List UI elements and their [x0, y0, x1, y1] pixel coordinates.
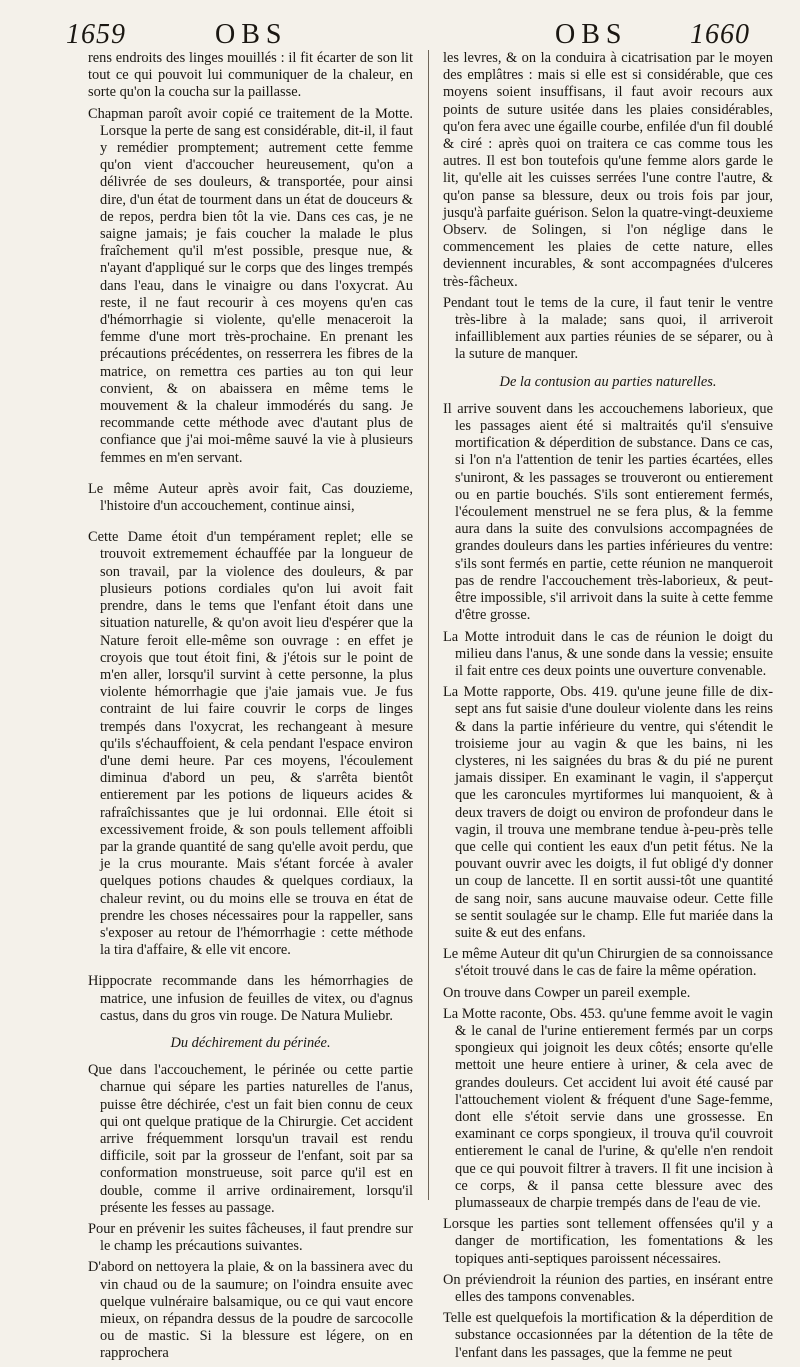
paragraph: D'abord on nettoyera la plaie, & on la bassinera avec du vin chaud ou de la saumure; on l'oindra ensuite avec quelque vulnéraire balsamique, ou ce qui vaut encore mieux, on répandra dessus de la poudre de sarcocolle ou de mastic. Si la blessure est légere, on en rapprochera — [88, 1259, 413, 1362]
paragraph: Le même Auteur dit qu'un Chirurgien de sa connoissance s'étoit trouvé dans le cas de faire la même opération. — [443, 946, 773, 980]
paragraph: Lorsque les parties sont tellement offensées qu'il y a danger de mortification, les fomentations & les topiques anti-septiques paroissent nécessaires. — [443, 1216, 773, 1267]
section-heading: Du déchirement du périnée. — [170, 1034, 331, 1051]
paragraph: La Motte rapporte, Obs. 419. qu'une jeune fille de dix-sept ans fut saisie d'une douleur violente dans les reins & dans la partie inférieure du ventre, qui s'étendit le troisieme jour au vagin & que les bains, ni les clysteres, ni les saignées du bras & du pié ne purent jamais dissiper. En examinant le vagin, il s'apperçut que les caroncules myrtiformes lui manquoient, & à deux travers de doigt ou environ de profondeur dans le vagin, il trouva une membrane tendue à-peu-près telle que celle qui contient les eaux d'un petit fétus. Ne la pouvant ouvrir avec les doigts, il fut obligé d'y donner un coup de lancette. Il en sortit aussi-tôt une quantité de sang noir, sans aucune mauvaise odeur. Cette fille se sentit soulagée sur le champ. Elle fut mariée dans la suite & eut des enfans. — [443, 684, 773, 941]
left-running-head: OBS — [215, 19, 288, 50]
paragraph: les levres, & on la conduira à cicatrisation par le moyen des emplâtres : mais si elle est si considérable, que ces moyens soient insuffisans, il faut avoir recours aux points de suture usitée dans les plaies considérables, qu'on fera avec une égaille courbe, enfilée d'un fil doublé & ciré : après quoi on traitera ce cas comme tous les autres. Il est bon toutefois qu'une femme alors garde le lit, qu'elle ait les cuisses serrées l'une contre l'autre, & qu'on panse sa blessure, deux ou trois fois par jour, jusqu'à parfaite guérison. Selon la quatre-vingt-deuxieme Observ. de Solingen, si l'on néglige dans le commencement les plaies de cette nature, elles deviennent incurables, & sont accompagnées d'ulceres très-fâcheux. — [443, 50, 773, 290]
left-column — [88, 50, 413, 1367]
paragraph: Cette Dame étoit d'un tempérament replet; elle se trouvoit extremement échauffée par la longueur de son travail, par la violence des douleurs, & par plusieurs potions cordiales qu'on lui avoit fait prendre, dans le tems que l'enfant étoit dans une situation naturelle, & qu'on avoit lieu d'espérer que la Nature feroit elle-même son ouvrage : en effet je croyois que tout étoit fini, & j'étois sur le point de m'en aller, lorsqu'il survint à cette personne, la plus violente hémorrhagie que j'aie jamais vue. Je fus contraint de lui faire couvrir le corps de linges trempés dans l'oxycrat, les rechangeant à mesure qu'ils s'échauffoient, & cela pendant l'espace environ d'une demi heure. Par ces moyens, l'écoulement diminua d'abord un peu, & s'arrêta bientôt entierement par les potions de liqueurs acides & rafraîchissantes que je lui ordonnai. Elle étoit si excessivement froide, & son pouls tellement affoibli par la grande quantité de sang qu'elle avoit perdu, que je la crus mourante. Mais s'étant forcée à avaler quelques potions chaudes & quelques cordiaux, la chaleur revint, ou du moins elle se trouva en état de prendre les choses nécessaires pour la rappeller, sans s'exposer au retour de l'hémorrhagie : cette méthode la tira d'affaire, & elle vit encore. — [88, 529, 413, 959]
left-page-number: 1659 — [66, 19, 126, 50]
paragraph: Hippocrate recommande dans les hémorrhagies de matrice, une infusion de feuilles de vitex, ou d'agnus castus, dans du gros vin rouge. De Natura Muliebr. — [88, 973, 413, 1024]
paragraph: Pendant tout le tems de la cure, il faut tenir le ventre très-libre à la malade; sans quoi, il arriveroit infailliblement aux parties réunies de se séparer, ou à la suture de manquer. — [443, 294, 773, 363]
paragraph: Que dans l'accouchement, le périnée ou cette partie charnue qui sépare les parties naturelles de l'anus, puisse être déchirée, c'est un fait bien connu de ceux qui ont quelque pratique de la Chirurgie. Cet accident arrive fréquemment lorsqu'un travail est rendu difficile, soit par la grosseur de l'enfant, soit par sa conformation monstrueuse, soit parce qu'il est en double, comme il arrive ordinairement, lorsqu'il présente les fesses au passage. — [88, 1062, 413, 1216]
paragraph: Chapman paroît avoir copié ce traitement de la Motte. Lorsque la perte de sang est considérable, dit-il, il faut y remédier promptement; autrement cette femme qu'on vient d'accoucher heureusement, qu'on a délivrée de ses douleurs, & transportée, pour ainsi dire, d'un état de tourment dans un état de douceurs & de repos, perdra bien tôt la vie. Dans ces cas, je ne saigne jamais; je fais coucher la malade le plus fraîchement qu'il m'est possible, presque nue, & n'ayant d'appliqué sur le corps que des linges trempés dans l'eau, dans le vinaigre ou dans l'oxycrat. Au reste, il ne faut recourir à ces moyens qu'en cas d'hémorrhagie si violente, qu'elle menaceroit la femme d'une mort très-prochaine. En prenant les précautions précédentes, on resserrera les fibres de la matrice, on remettra ces parties au ton qui leur convient, & on abaissera en même tems le mouvement & la chaleur immodérés du sang. Je recommande cette méthode avec d'autant plus de confiance que j'ai moi-même sauvé la vie à plusieurs femmes en m'en servant. — [88, 105, 413, 466]
paragraph: On trouve dans Cowper un pareil exemple. — [443, 984, 691, 1001]
section-heading: De la contusion au parties naturelles. — [499, 373, 717, 390]
paragraph: La Motte introduit dans le cas de réunion le doigt du milieu dans l'anus, & une sonde dans la vessie; ensuite il fait entre ces deux points une ouverture convenable. — [443, 628, 773, 679]
right-column — [443, 50, 773, 1366]
paragraph: Il arrive souvent dans les accouchemens laborieux, que les passages aient été si maltraités qu'il s'ensuive mortification & déperdition de substance. Dans ce cas, si l'on n'a l'attention de tenir les parties écartées, elles s'uniront, & les passages se trouveront ou entierement ou en partie bouchés. S'ils sont entierement fermés, l'écoulement menstruel ne se fera plus, & la femme aura dans la suite des convulsions accompagnées de grandes douleurs dans les parties inférieures du ventre: s'ils sont fermés en partie, cette réunion ne manqueroit pas de rendre l'accouchement très-laborieux, & peut-être impossible, s'il arrivoit dans la suite à cette femme d'être grosse. — [443, 400, 773, 624]
paragraph: Pour en prévenir les suites fâcheuses, il faut prendre sur le champ les précautions suivantes. — [88, 1221, 413, 1255]
paragraph: Telle est quelquefois la mortification & la déperdition de substance occasionnées par la détention de la tête de l'enfant dans les passages, que la femme ne peut — [443, 1310, 773, 1361]
right-page-number: 1660 — [690, 19, 750, 50]
paragraph: La Motte raconte, Obs. 453. qu'une femme avoit le vagin & le canal de l'urine entierement fermés par un corps spongieux qui joignoit les deux côtés; ensorte qu'elle mettoit une heure entiere à uriner, & cela avec de grandes douleurs. Cet accident lui avoit été causé par l'attouchement violent & fréquent d'une Sage-femme, dont elle s'étoit servie dans une grossesse. En examinant ce corps spongieux, il trouva qu'il couvroit entierement le canal de l'urine, & qu'elle n'en rendoit que ce qui pouvoit filtrer à travers. Il fit une incision à ce corps, & il pansa cette blessure avec des plumasseaux de charpie trempés dans de l'eau de vie. — [443, 1005, 773, 1211]
paragraph: On préviendroit la réunion des parties, en insérant entre elles des tampons convenables. — [443, 1271, 773, 1306]
column-divider — [428, 50, 429, 1200]
paragraph: rens endroits des linges mouillés : il fit écarter de son lit tout ce qui pouvoit lui communiquer de la chaleur, en sorte qu'on la coucha sur la paillasse. — [88, 50, 413, 101]
paragraph: Le même Auteur après avoir fait, Cas douzieme, l'histoire d'un accouchement, continue ainsi, — [88, 480, 413, 515]
right-running-head: OBS — [555, 19, 628, 50]
